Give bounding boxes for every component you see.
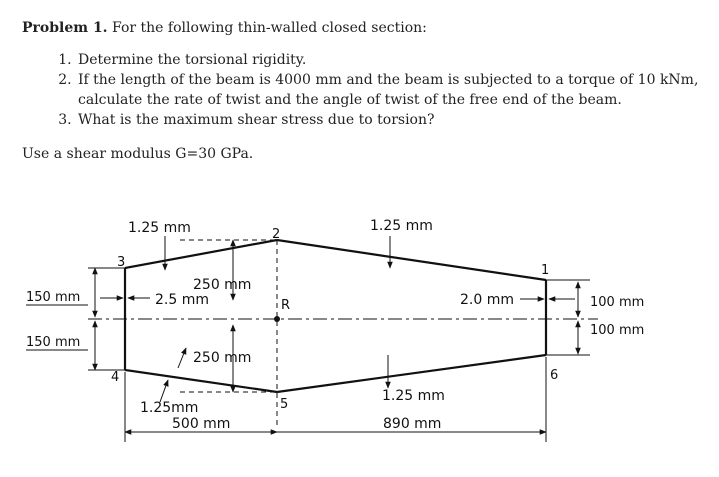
node-label-r: R bbox=[281, 298, 291, 313]
top-right-flange bbox=[277, 240, 546, 280]
dim-bottom-left: 500 mm bbox=[172, 416, 231, 432]
node-label-1: 1 bbox=[541, 263, 550, 278]
thickness-bottom-left: 1.25mm bbox=[140, 400, 199, 416]
node-label-6: 6 bbox=[550, 368, 559, 383]
leader-lower-inner bbox=[178, 348, 186, 368]
list-item: 3. What is the maximum shear stress due to torsion? bbox=[76, 110, 712, 130]
thickness-right-web: 2.0 mm bbox=[460, 292, 514, 308]
dim-right-upper: 100 mm bbox=[590, 295, 645, 310]
node-label-4: 4 bbox=[111, 370, 120, 385]
node-label-3: 3 bbox=[117, 255, 126, 270]
thickness-top-left: 1.25 mm bbox=[128, 220, 191, 236]
dim-left-upper: 150 mm bbox=[26, 290, 81, 305]
node-label-5: 5 bbox=[280, 397, 289, 412]
top-left-flange bbox=[125, 240, 277, 268]
dim-bottom-right: 890 mm bbox=[383, 416, 442, 432]
bottom-left-flange bbox=[125, 370, 277, 392]
shear-modulus-note: Use a shear modulus G=30 GPa. bbox=[22, 146, 254, 162]
thickness-top-right: 1.25 mm bbox=[370, 218, 433, 234]
dim-lower-inner: 250 mm bbox=[193, 350, 252, 366]
node-label-2: 2 bbox=[272, 227, 281, 242]
problem-intro: For the following thin-walled closed section: bbox=[112, 20, 427, 36]
leader-bottom-left bbox=[160, 380, 168, 402]
reference-point bbox=[274, 316, 280, 322]
dim-upper-inner: 250 mm bbox=[193, 277, 252, 293]
dim-left-lower: 150 mm bbox=[26, 335, 81, 350]
bottom-right-flange bbox=[277, 355, 546, 392]
thickness-left-web: 2.5 mm bbox=[155, 292, 209, 308]
problem-heading: Problem 1. bbox=[22, 20, 108, 36]
list-item: 2. If the length of the beam is 4000 mm and the beam is subjected to a torque of 10 kNm, calculate the rate of twist and the angle of twist of the free end of the beam. bbox=[76, 70, 712, 110]
list-item: 1. Determine the torsional rigidity. bbox=[76, 50, 712, 70]
dim-right-lower: 100 mm bbox=[590, 323, 645, 338]
thickness-bottom-right: 1.25 mm bbox=[382, 388, 445, 404]
section-outline bbox=[125, 240, 546, 392]
